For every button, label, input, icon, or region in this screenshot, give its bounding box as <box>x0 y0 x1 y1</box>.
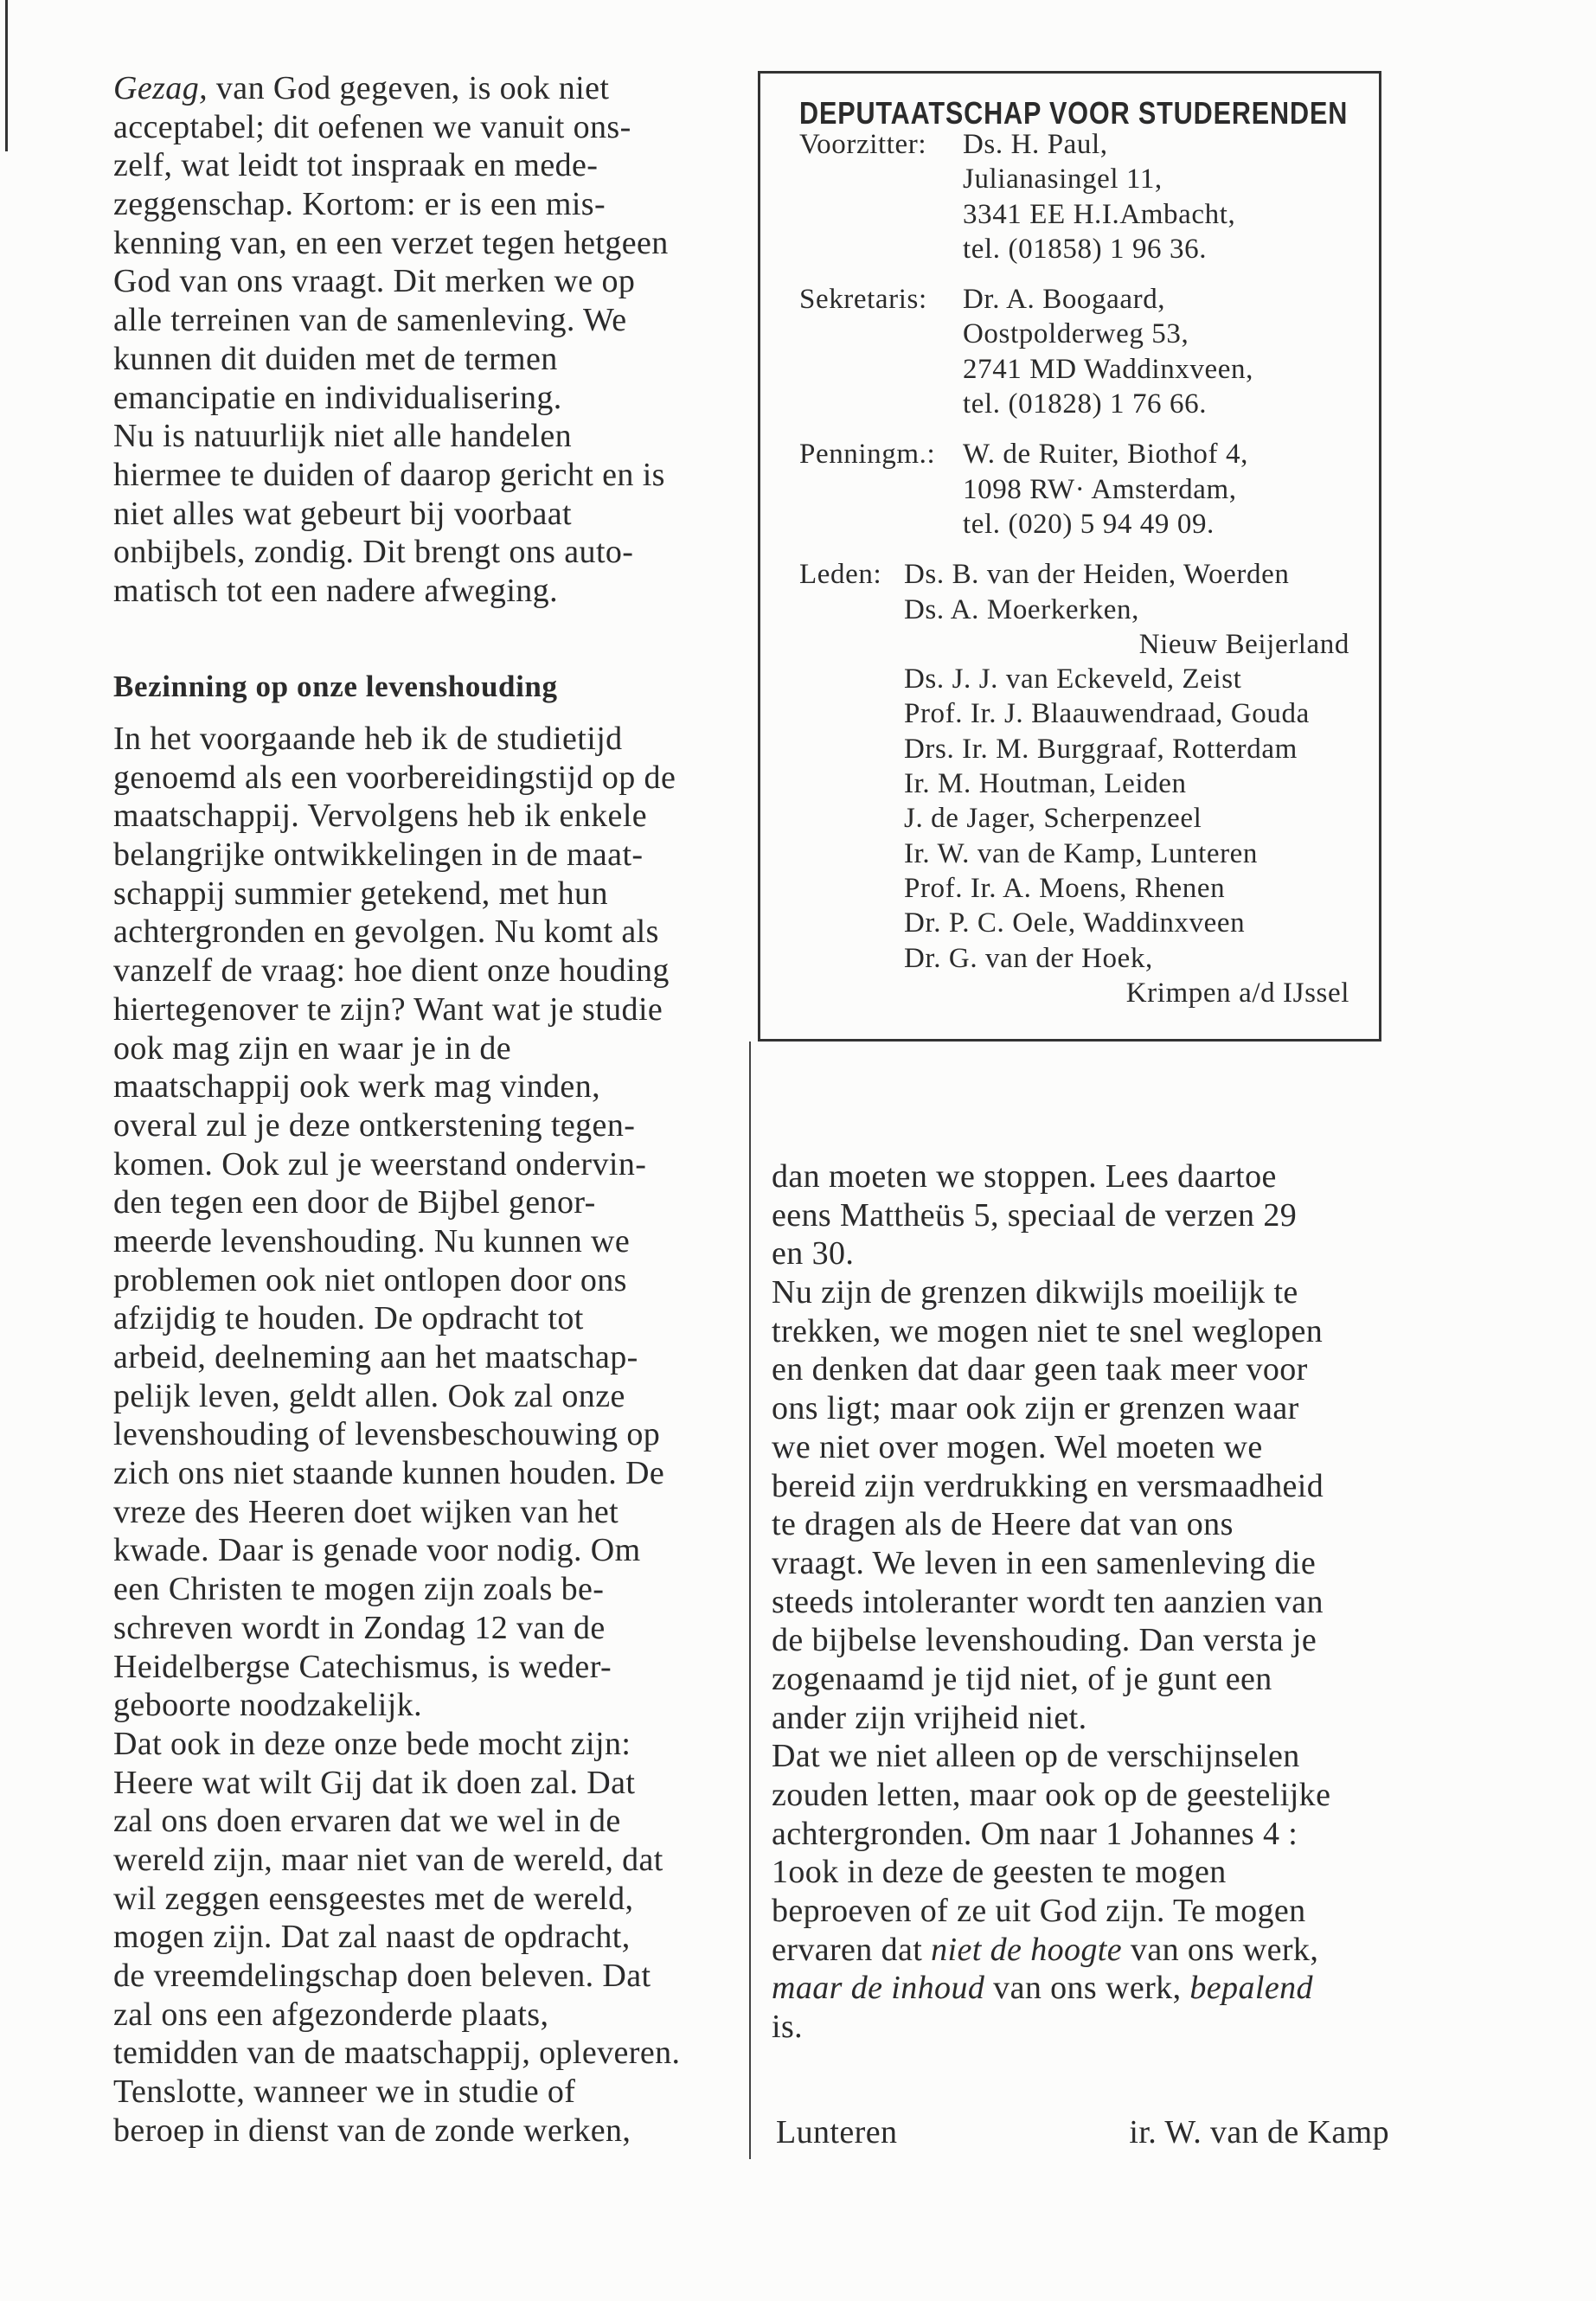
text-line: komen. Ook zul je weerstand ondervin- <box>113 1145 647 1183</box>
text-line: meerde levenshouding. Nu kunnen we <box>113 1222 631 1259</box>
text-segment: ervaren dat <box>772 1931 932 1968</box>
column-divider <box>749 1042 751 2159</box>
right-paragraph <box>772 1157 1330 2047</box>
text-line: zogenaamd je tijd niet, of je gunt een <box>772 1660 1272 1697</box>
text-line: overal zul je deze ontkerstening tegen- <box>113 1106 636 1144</box>
text-line: maatschappij. Vervolgens heb ik enkele <box>113 798 648 835</box>
group-line: tel. (020) 5 94 49 09. <box>963 508 1215 540</box>
committee-group <box>799 282 1349 421</box>
text-line: en 30. <box>772 1235 855 1272</box>
group-line: Ds. J. J. van Eckeveld, Zeist <box>904 663 1242 695</box>
text-line: Dat we niet alleen op de verschijnselen <box>772 1738 1300 1775</box>
box-title: DEPUTAATSCHAP VOOR STUDERENDEN <box>799 95 1349 131</box>
text-line: ander zijn vrijheid niet. <box>772 1699 1087 1736</box>
text-line: zouden letten, maar ook op de geestelijke <box>772 1777 1331 1813</box>
page-edge-line <box>5 0 8 151</box>
text-line: Dat ook in deze onze bede mocht zijn: <box>113 1725 631 1762</box>
group-line: W. de Ruiter, Biothof 4, <box>963 439 1248 471</box>
text-line: Nu is natuurlijk niet alle handelen <box>113 418 573 455</box>
text-line: genoemd als een voorbereidingstijd op de <box>113 759 676 796</box>
group-line: Dr. A. Boogaard, <box>963 284 1166 316</box>
text-line: ons ligt; maar ook zijn er grenzen waar <box>772 1390 1299 1427</box>
group-values <box>963 127 1349 266</box>
section-heading: Bezinning op onze levenshouding <box>113 670 558 703</box>
group-label: Sekretaris: <box>799 284 927 316</box>
text-line: de vreemdelingschap doen beleven. Dat <box>113 1958 651 1994</box>
text-line: acceptabel; dit oefenen we vanuit ons- <box>113 108 631 145</box>
text-line: problemen ook niet ontlopen door ons <box>113 1261 627 1298</box>
text-line <box>772 1931 1330 1970</box>
group-line-continuation: Krimpen a/d IJssel <box>1125 977 1349 1009</box>
text-line: maatschappij ook werk mag vinden, <box>113 1068 600 1106</box>
text-line: vraagt. We leven in een samenleving die <box>772 1544 1317 1581</box>
group-line: Julianasingel 11, <box>963 163 1163 195</box>
text-line: zelf, wat leidt tot inspraak en mede- <box>113 147 599 184</box>
group-line: Drs. Ir. M. Burggraaf, Rotterdam <box>904 733 1298 765</box>
text-line: kwade. Daar is genade voor nodig. Om <box>113 1532 641 1569</box>
group-line: Oostpolderweg 53, <box>963 318 1189 350</box>
text-line: bereid zijn verdrukking en versmaadheid <box>772 1467 1324 1504</box>
text-line: is. <box>772 2009 804 2046</box>
group-line: 3341 EE H.I.Ambacht, <box>963 198 1236 230</box>
italic-text: Gezag, <box>113 70 208 106</box>
text-line: zich ons niet staande kunnen houden. De <box>113 1455 665 1492</box>
text-line: alle terreinen van de samenleving. We <box>113 302 627 339</box>
text-line: beroep in dienst van de zonde werken, <box>113 2112 631 2149</box>
group-line-continuation: Nieuw Beijerland <box>1138 628 1349 660</box>
signature-name: ir. W. van de Kamp <box>1129 2114 1389 2150</box>
text-line: temidden van de maatschappij, opleveren. <box>113 2035 681 2072</box>
signature-place: Lunteren <box>776 2114 898 2150</box>
group-label: Voorzitter: <box>799 129 927 160</box>
text-line: 1ook in deze de geesten te mogen <box>772 1854 1227 1891</box>
committee-groups <box>799 127 1349 1026</box>
text-segment: van God gegeven, is ook niet <box>208 70 610 106</box>
group-line: Ir. W. van de Kamp, Lunteren <box>904 837 1259 869</box>
text-line: schreven wordt in Zondag 12 van de <box>113 1609 606 1646</box>
text-line: afzijdig te houden. De opdracht tot <box>113 1300 584 1337</box>
committee-group <box>799 127 1349 266</box>
text-line: zal ons doen ervaren dat we wel in de <box>113 1803 621 1840</box>
text-line: onbijbels, zondig. Dit brengt ons auto- <box>113 534 634 571</box>
left-paragraph-2 <box>113 720 680 2150</box>
group-line: Ds. A. Moerkerken, <box>904 593 1139 625</box>
text-line: niet alles wat gebeurt bij voorbaat <box>113 495 572 532</box>
group-line: Prof. Ir. A. Moens, Rhenen <box>904 872 1226 904</box>
text-line: een Christen te mogen zijn zoals be- <box>113 1571 605 1608</box>
text-line: matisch tot een nadere afweging. <box>113 572 558 609</box>
group-line: Dr. G. van der Hoek, <box>904 942 1153 974</box>
text-line: hiertegenover te zijn? Want wat je studie <box>113 990 663 1028</box>
group-line: Ds. B. van der Heiden, Woerden <box>904 559 1290 591</box>
text-line: zeggenschap. Kortom: er is een mis- <box>113 186 606 223</box>
text-line: achtergronden. Om naar 1 Johannes 4 : <box>772 1815 1298 1852</box>
committee-box <box>758 71 1381 1042</box>
italic-text: bepalend <box>1189 1970 1313 2007</box>
group-line: Ir. M. Houtman, Leiden <box>904 768 1187 800</box>
group-line: Dr. P. C. Oele, Waddinxveen <box>904 907 1246 939</box>
group-line: J. de Jager, Scherpenzeel <box>904 803 1202 835</box>
text-line: trekken, we mogen niet te snel weglopen <box>772 1312 1324 1349</box>
text-line: eens Mattheüs 5, speciaal de verzen 29 <box>772 1196 1298 1234</box>
committee-group <box>799 437 1349 542</box>
group-values <box>963 282 1349 421</box>
group-label: Leden: <box>799 559 882 591</box>
text-line: steeds intoleranter wordt ten aanzien van <box>772 1583 1324 1620</box>
text-line: emancipatie en individualisering. <box>113 379 562 416</box>
text-line: vreze des Heeren doet wijken van het <box>113 1493 619 1530</box>
text-line: Heere wat wilt Gij dat ik doen zal. Dat <box>113 1764 636 1801</box>
text-line <box>113 69 669 108</box>
text-line: zal ons een afgezonderde plaats, <box>113 1996 549 2033</box>
text-line: schappij summier getekend, met hun <box>113 875 608 912</box>
group-values <box>904 557 1349 1010</box>
left-paragraph-1 <box>113 69 669 611</box>
text-line: beproeven of ze uit God zijn. Te mogen <box>772 1893 1306 1930</box>
text-line: de bijbelse levenshouding. Dan versta je <box>772 1622 1317 1659</box>
text-line: Heidelbergse Catechismus, is weder- <box>113 1648 612 1685</box>
text-line: kunnen dit duiden met de termen <box>113 340 558 377</box>
text-line: ook mag zijn en waar je in de <box>113 1029 512 1067</box>
text-line: we niet over mogen. Wel moeten we <box>772 1428 1263 1465</box>
text-line: arbeid, deelneming aan het maatschap- <box>113 1339 638 1375</box>
text-line: levenshouding of levensbeschouwing op <box>113 1416 661 1453</box>
group-line: 2741 MD Waddinxveen, <box>963 353 1253 385</box>
group-line: tel. (01858) 1 96 36. <box>963 233 1208 265</box>
text-line: achtergronden en gevolgen. Nu komt als <box>113 913 659 951</box>
text-line: mogen zijn. Dat zal naast de opdracht, <box>113 1919 631 1956</box>
text-line: In het voorgaande heb ik de studietijd <box>113 721 623 757</box>
text-line: kenning van, en een verzet tegen hetgeen <box>113 224 669 261</box>
text-line: te dragen als de Heere dat van ons <box>772 1506 1234 1543</box>
text-segment: van ons werk, <box>984 1970 1190 2007</box>
text-line: wil zeggen eensgeestes met de wereld, <box>113 1880 634 1917</box>
group-label: Penningm.: <box>799 439 936 471</box>
text-line: belangrijke ontwikkelingen in de maat- <box>113 836 644 874</box>
text-line: den tegen een door de Bijbel genor- <box>113 1184 596 1221</box>
text-line <box>772 1969 1330 2008</box>
group-line: tel. (01828) 1 76 66. <box>963 388 1208 420</box>
text-line: God van ons vraagt. Dit merken we op <box>113 263 636 300</box>
text-line: geboorte noodzakelijk. <box>113 1687 423 1724</box>
text-line: wereld zijn, maar niet van de wereld, dat <box>113 1841 663 1878</box>
text-line: Tenslotte, wanneer we in studie of <box>113 2073 576 2111</box>
italic-text: niet de hoogte <box>931 1931 1123 1968</box>
group-line: Ds. H. Paul, <box>963 129 1108 160</box>
text-line: hiermee te duiden of daarop gericht en is <box>113 456 665 493</box>
text-line: en denken dat daar geen taak meer voor <box>772 1351 1308 1388</box>
committee-group <box>799 557 1349 1010</box>
group-line: Prof. Ir. J. Blaauwendraad, Gouda <box>904 698 1310 730</box>
group-line: 1098 RW· Amsterdam, <box>963 473 1237 505</box>
italic-text: maar de inhoud <box>772 1970 985 2007</box>
text-line: pelijk leven, geldt allen. Ook zal onze <box>113 1377 625 1414</box>
text-line: dan moeten we stoppen. Lees daartoe <box>772 1158 1277 1195</box>
text-line: vanzelf de vraag: hoe dient onze houding <box>113 952 670 990</box>
text-segment: van ons werk, <box>1122 1931 1319 1968</box>
text-line: Nu zijn de grenzen dikwijls moeilijk te <box>772 1274 1298 1311</box>
group-values <box>963 437 1349 542</box>
